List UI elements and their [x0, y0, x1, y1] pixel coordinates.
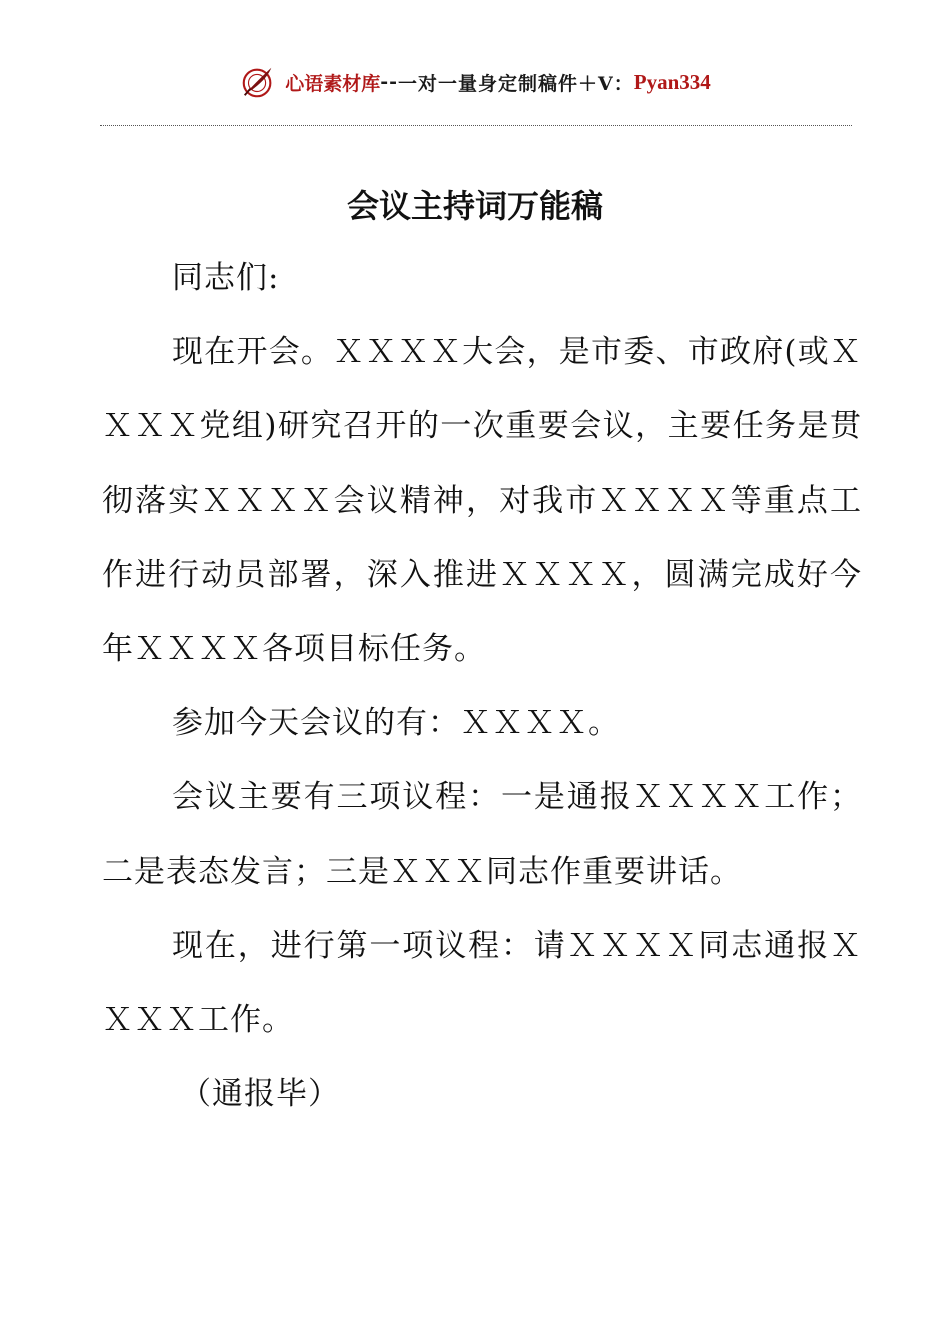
agenda-paragraph: 会议主要有三项议程：一是通报ＸＸＸＸ工作；二是表态发言；三是ＸＸＸ同志作重要讲话。 [102, 779, 862, 890]
document-title: 会议主持词万能稿 [346, 187, 603, 225]
header-contact: Pyan334 [633, 69, 711, 94]
quill-pen-logo-icon [239, 63, 277, 101]
first-item-paragraph: 现在，进行第一项议程：请ＸＸＸＸ同志通报ＸＸＸＸ工作。 [102, 927, 862, 1039]
header-separator: -- [380, 71, 399, 93]
header-brand: 心语素材库 [285, 72, 381, 95]
header-slogan: 一对一量身定制稿件＋V： [398, 72, 634, 95]
page-header [0, 62, 950, 102]
opening-paragraph: 现在开会。ＸＸＸＸ大会，是市委、市政府(或ＸＸＸＸ党组)研究召开的一次重要会议，主要任务是贯彻落实ＸＸＸＸ会议精神，对我市ＸＸＸＸ等重点工作进行动员部署，深入推进ＸＸＸＸ，圆满完成好今年ＸＸＸＸ各项目标任务。 [102, 334, 862, 668]
header-divider [100, 125, 852, 126]
document-body [102, 241, 862, 1131]
report-finished-note: （通报毕） [180, 1076, 340, 1113]
attendees-paragraph: 参加今天会议的有：ＸＸＸＸ。 [172, 705, 620, 742]
salutation: 同志们: [172, 260, 280, 296]
